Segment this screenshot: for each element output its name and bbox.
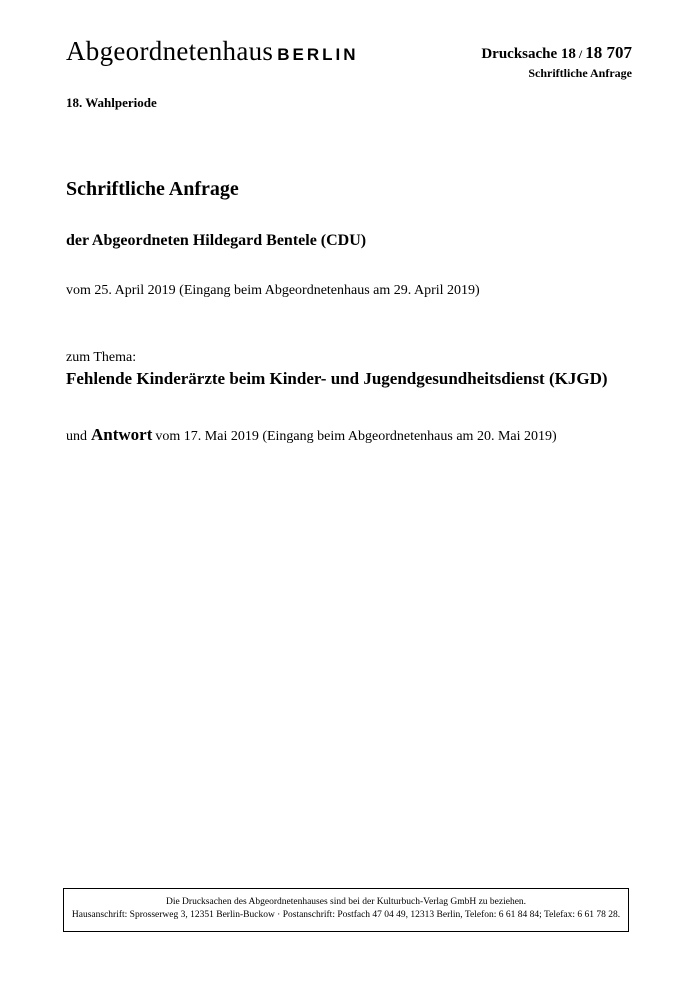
answer-dates: vom 17. Mai 2019 (Eingang beim Abgeordnetenhaus am 20. Mai 2019) — [155, 429, 557, 444]
drucksache-slash: / — [575, 47, 586, 61]
document-type-title: Schriftliche Anfrage — [66, 178, 239, 200]
answer-word: Antwort — [91, 425, 153, 444]
topic-title: Fehlende Kinderärzte beim Kinder- und Jugendgesundheitsdienst (KJGD) — [66, 369, 608, 388]
answer-line — [66, 425, 557, 445]
topic-label: zum Thema: — [66, 350, 137, 365]
footer-box — [63, 888, 629, 932]
logo-name: Abgeordnetenhaus — [66, 36, 274, 66]
answer-prefix: und — [66, 429, 87, 444]
drucksache-label: Drucksache 18 — [481, 46, 576, 62]
inquiry-dates: vom 25. April 2019 (Eingang beim Abgeordnetenhaus am 29. April 2019) — [66, 283, 480, 298]
footer-line-1: Die Drucksachen des Abgeordnetenhauses sind bei der Kulturbuch-Verlag GmbH zu beziehen. — [165, 897, 527, 907]
logo-city: BERLIN — [277, 45, 359, 64]
legislative-period: 18. Wahlperiode — [66, 95, 157, 110]
header-doc-type: Schriftliche Anfrage — [528, 66, 632, 80]
drucksache-number — [481, 43, 632, 63]
footer-line-2: Hausanschrift: Sprosserweg 3, 12351 Berlin-Buckow · Postanschrift: Postfach 47 04 49, 12313 Berlin, Telefon: 6 61 84 84; Telefax: 6 61 78 28. — [71, 910, 621, 920]
drucksache-value: 18 707 — [585, 43, 632, 62]
logo — [66, 36, 359, 67]
author-line: der Abgeordneten Hildegard Bentele (CDU) — [66, 232, 367, 249]
